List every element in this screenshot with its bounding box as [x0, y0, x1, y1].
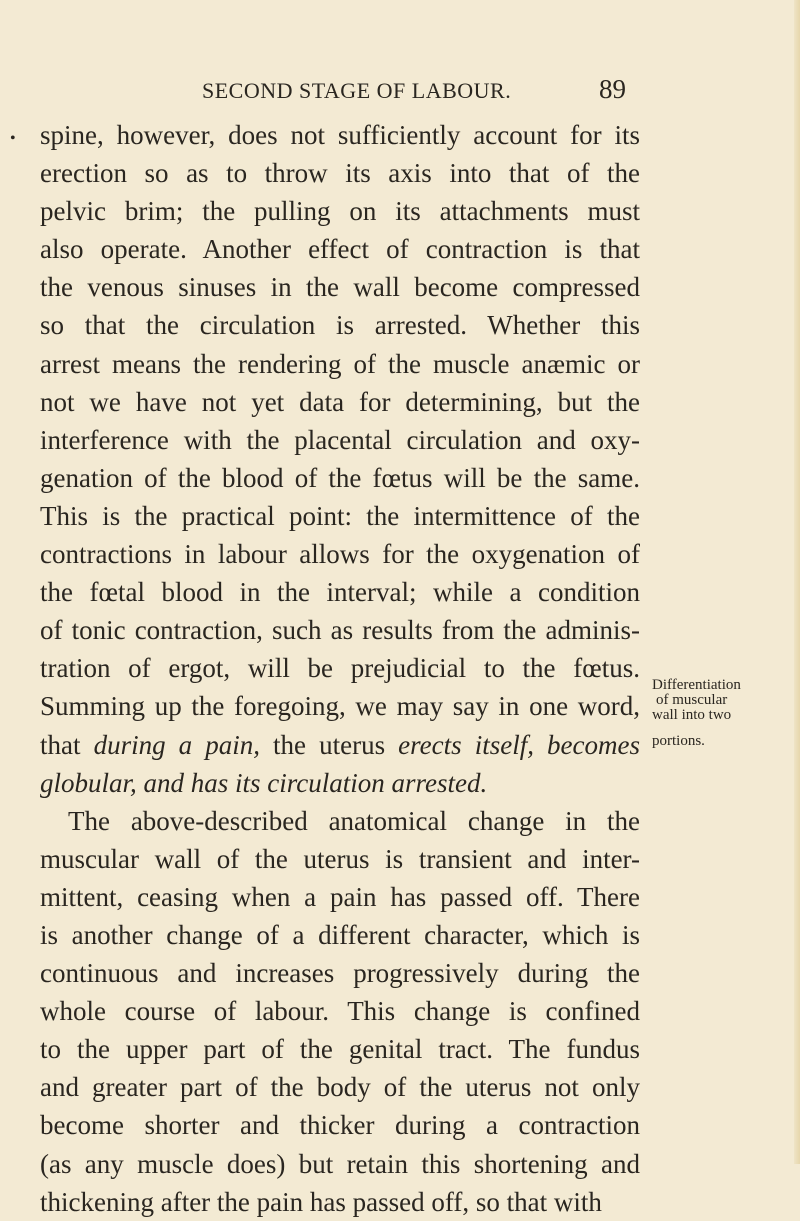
- text-line: whole course of labour. This change is confined: [40, 996, 640, 1027]
- text-line: arrest means the rendering of the muscle anæmic or: [40, 348, 640, 379]
- sidenote-line: wall into two: [652, 707, 732, 723]
- text-line: contractions in labour allows for the oxygenation of: [40, 539, 640, 570]
- text-line: become shorter and thicker during a contraction: [40, 1110, 640, 1141]
- text-line: also operate. Another effect of contraction is that: [40, 234, 640, 265]
- page-edge-shading: [794, 0, 800, 1164]
- margin-bullet-mark: •: [10, 130, 16, 147]
- sidenote-line: Differentiation: [652, 677, 741, 693]
- text-fragment: the uterus: [259, 729, 399, 760]
- text-line: continuous and increases progressively during the: [40, 958, 640, 989]
- text-line-with-italics: [40, 726, 640, 764]
- italic-line: [40, 764, 640, 802]
- text-line: genation of the blood of the fœtus will be the same.: [40, 462, 640, 493]
- text-line: (as any muscle does) but retain this shortening and: [40, 1148, 640, 1179]
- margin-sidenote: [652, 678, 797, 749]
- text-line: pelvic brim; the pulling on its attachments must: [40, 196, 640, 227]
- italic-phrase: during a pain,: [93, 729, 260, 760]
- text-line: muscular wall of the uterus is transient and inter-: [40, 843, 640, 874]
- page-number: 89: [599, 74, 626, 104]
- text-line: to the upper part of the genital tract. The fundus: [40, 1034, 640, 1065]
- text-line: interference with the placental circulation and oxy-: [40, 424, 640, 455]
- text-line: the fœtal blood in the interval; while a condition: [40, 577, 640, 608]
- text-line: so that the circulation is arrested. Whether this: [40, 310, 640, 341]
- text-line: tration of ergot, will be prejudicial to the fœtus.: [40, 653, 640, 684]
- sidenote-line: portions.: [652, 733, 705, 749]
- text-line: thickening after the pain has passed off, so that with: [40, 1186, 602, 1217]
- text-line: spine, however, does not sufficiently account for its: [40, 120, 640, 150]
- running-title: SECOND STAGE OF LABOUR.: [202, 78, 512, 103]
- text-line: mittent, ceasing when a pain has passed off. There: [40, 881, 640, 912]
- text-fragment: that: [40, 729, 94, 760]
- text-line: the venous sinuses in the wall become compressed: [40, 272, 640, 303]
- paragraph-first-line: The above-described anatomical change in the: [68, 805, 640, 836]
- italic-phrase: erects itself, becomes: [398, 729, 640, 760]
- text-line: of tonic contraction, such as results from the adminis-: [40, 615, 640, 646]
- text-line: and greater part of the body of the uterus not only: [40, 1072, 640, 1103]
- text-line: not we have not yet data for determining, but the: [40, 386, 640, 417]
- text-line: erection so as to throw its axis into that of the: [40, 158, 640, 189]
- text-line: Summing up the foregoing, we may say in one word,: [40, 691, 640, 722]
- text-line: is another change of a different character, which is: [40, 919, 640, 950]
- text-line: This is the practical point: the intermittence of the: [40, 500, 640, 531]
- running-header: [40, 74, 626, 104]
- sidenote-line: of muscular: [656, 692, 728, 708]
- italic-phrase: globular, and has its circulation arrested.: [40, 767, 488, 798]
- body-text: [40, 116, 640, 1221]
